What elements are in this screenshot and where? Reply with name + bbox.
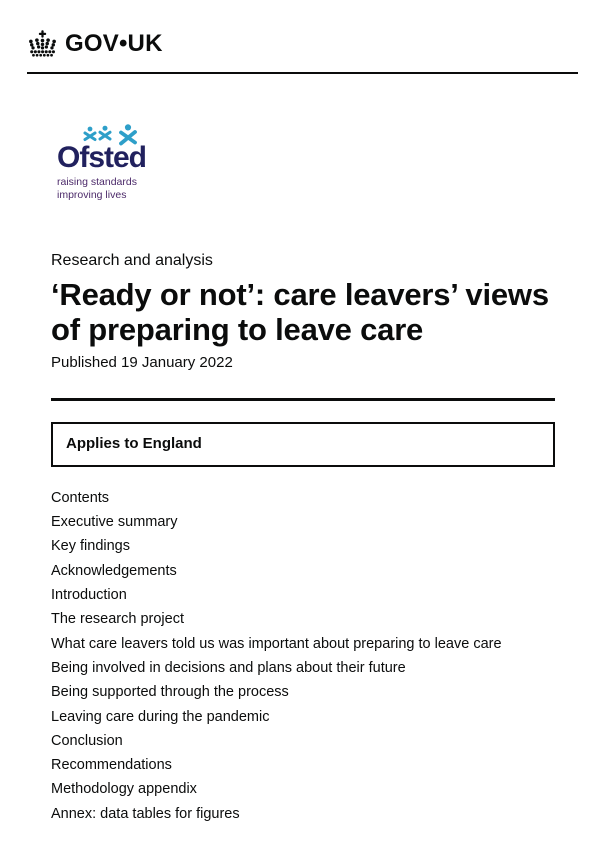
contents-item[interactable]: Acknowledgements bbox=[51, 562, 177, 579]
contents-item[interactable]: Conclusion bbox=[51, 732, 123, 749]
ofsted-tagline-line1: raising standards bbox=[57, 176, 137, 188]
contents-item[interactable]: The research project bbox=[51, 611, 184, 628]
contents-item[interactable]: Being supported through the process bbox=[51, 684, 289, 701]
page-title: ‘Ready or not’: care leavers’ views of preparing to leave care bbox=[51, 276, 549, 347]
document-type-label: Research and analysis bbox=[51, 252, 213, 270]
ofsted-tagline bbox=[57, 176, 177, 202]
contents-nav bbox=[51, 486, 555, 826]
contents-item[interactable]: Being involved in decisions and plans about their future bbox=[51, 659, 406, 676]
crown-icon bbox=[27, 30, 58, 58]
applies-to-box bbox=[51, 422, 555, 467]
govuk-logo-link[interactable] bbox=[27, 30, 163, 58]
contents-item[interactable]: Methodology appendix bbox=[51, 781, 197, 798]
ofsted-tagline-line2: improving lives bbox=[57, 189, 127, 202]
contents-item[interactable]: Key findings bbox=[51, 538, 130, 555]
section-divider bbox=[51, 398, 555, 401]
contents-item[interactable]: What care leavers told us was important about preparing to leave care bbox=[51, 635, 502, 652]
contents-list bbox=[51, 510, 555, 826]
ofsted-logo bbox=[57, 124, 177, 202]
applies-to-label: Applies to England bbox=[66, 434, 202, 452]
contents-heading: Contents bbox=[51, 489, 110, 506]
main-content bbox=[51, 252, 555, 826]
govuk-header bbox=[27, 0, 578, 74]
ofsted-wordmark: Ofsted bbox=[57, 141, 147, 174]
contents-item[interactable]: Leaving care during the pandemic bbox=[51, 708, 270, 725]
contents-item[interactable]: Annex: data tables for figures bbox=[51, 805, 240, 822]
contents-item[interactable]: Executive summary bbox=[51, 514, 178, 531]
contents-item[interactable]: Introduction bbox=[51, 587, 127, 604]
contents-item[interactable]: Recommendations bbox=[51, 757, 172, 774]
published-date: Published 19 January 2022 bbox=[51, 353, 233, 371]
govuk-logo-text: GOV•UK bbox=[65, 30, 163, 57]
